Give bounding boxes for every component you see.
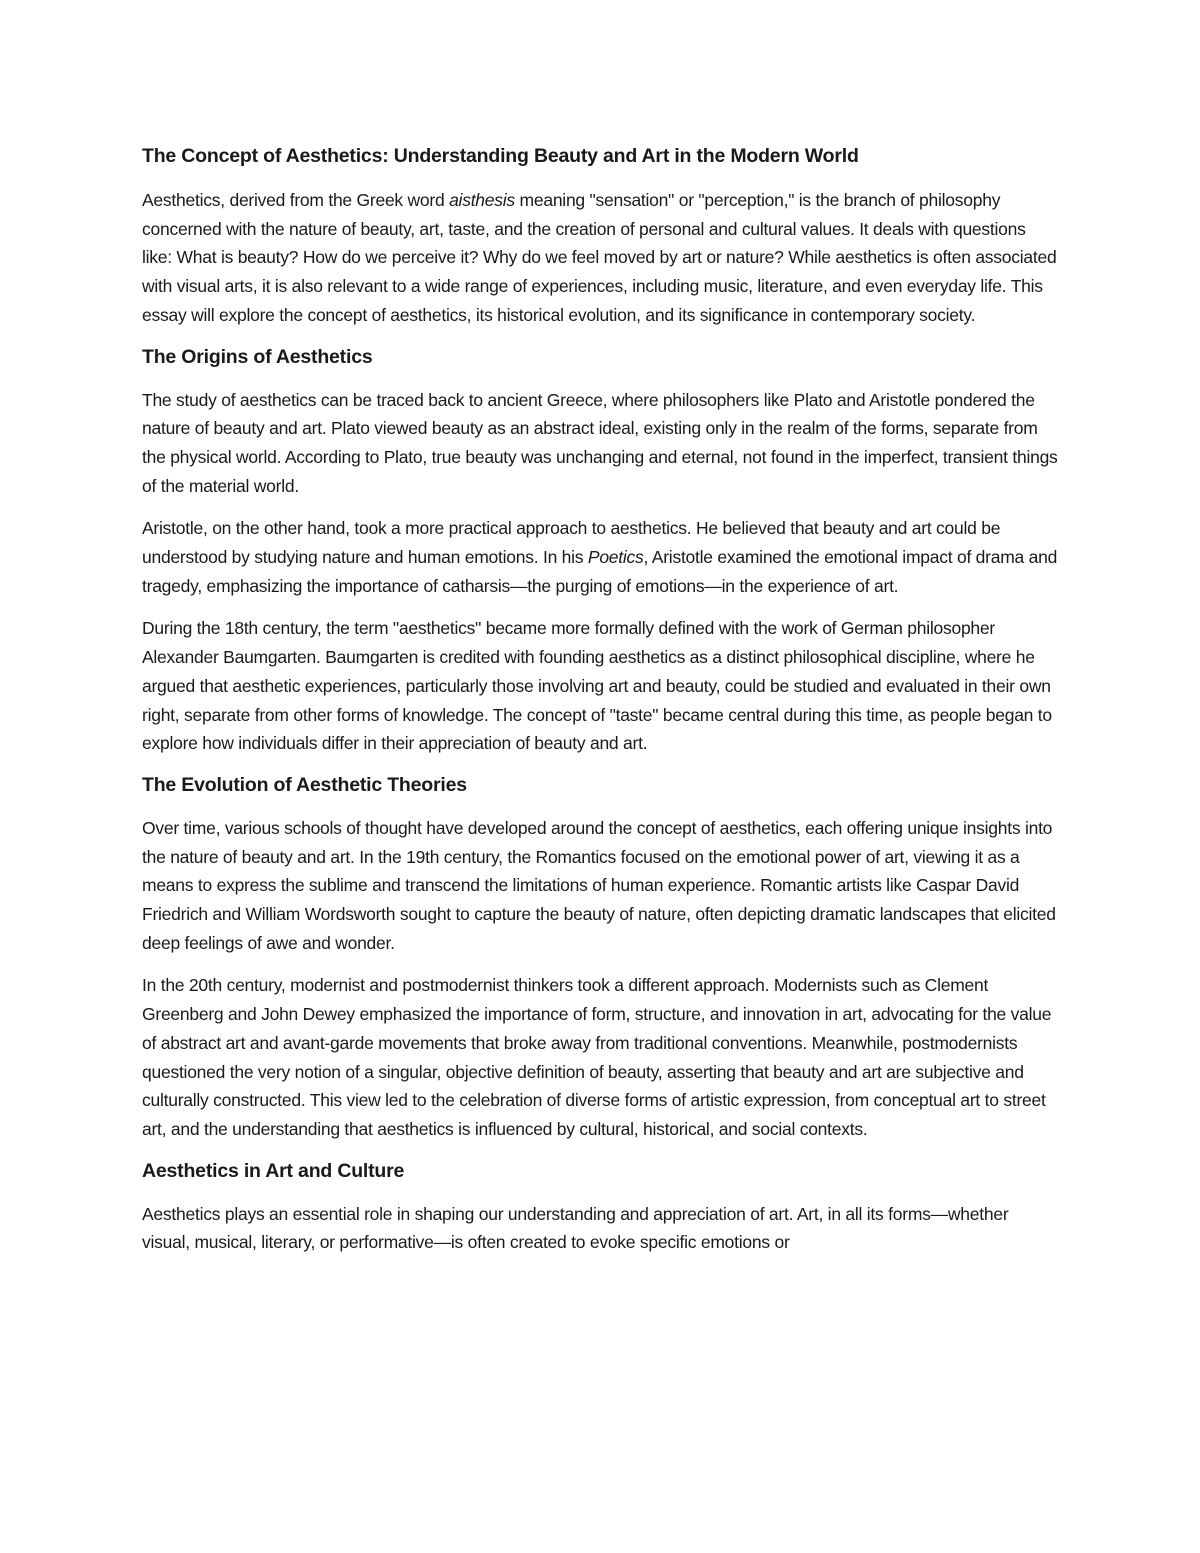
culture-paragraph-1: Aesthetics plays an essential role in shaping our understanding and appreciation of art. Art, in all its forms—whether visual, musical, literary, or performative—is often created to evoke specific emotions or (142, 1203, 1009, 1253)
intro-italic-term: aisthesis (449, 190, 515, 210)
intro-paragraph (142, 186, 1060, 330)
intro-text-1: Aesthetics, derived from the Greek word (142, 190, 450, 210)
origins-paragraph-1: The study of aesthetics can be traced back to ancient Greece, where philosophers like Plato and Aristotle pondered the nature of beauty and art. Plato viewed beauty as an abstract ideal, existing only in the realm of the forms, separate from the physical world. According to Plato, true beauty was unchanging and eternal, not found in the imperfect, transient things of the material world. (142, 389, 1058, 496)
evolution-paragraph-2: In the 20th century, modernist and postmodernist thinkers took a different approach. Modernists such as Clement Greenberg and John Dewey emphasized the importance of form, structure, and innovation in art, advocating for the value of abstract art and avant-garde movements that broke away from traditional conventions. Meanwhile, postmodernists questioned the very notion of a singular, objective definition of beauty, asserting that beauty and art are subjective and culturally constructed. This view led to the celebration of diverse forms of artistic expression, from conceptual art to street art, and the understanding that aesthetics is influenced by cultural, historical, and social contexts. (142, 975, 1052, 1139)
origins-p2-text-2: , Aristotle examined the emotional impact of drama and tragedy, emphasizing the importance of catharsis—the purging of emotions—in the experience of art. (142, 547, 1058, 596)
origins-p2-text-1: Aristotle, on the other hand, took a more practical approach to aesthetics. He believed that beauty and art could be understood by studying nature and human emotions. In his (142, 518, 1001, 568)
heading-origins: The Origins of Aesthetics (142, 345, 373, 368)
origins-p2-italic-title: Poetics (587, 547, 644, 568)
origins-paragraph-3: During the 18th century, the term "aesthetics" became more formally defined with the work of German philosopher Alexander Baumgarten. Baumgarten is credited with founding aesthetics as a distinct philosophical discipline, where he argued that aesthetic experiences, particularly those involving art and beauty, could be studied and evaluated in their own right, separate from other forms of knowledge. The concept of "taste" became central during this time, as people began to explore how individuals differ in their appreciation of beauty and art. (142, 618, 1052, 754)
heading-culture: Aesthetics in Art and Culture (142, 1159, 405, 1182)
origins-paragraph-2 (142, 514, 1060, 600)
evolution-paragraph-1: Over time, various schools of thought have developed around the concept of aesthetics, each offering unique insights into the nature of beauty and art. In the 19th century, the Romantics focused on the emotional power of art, viewing it as a means to express the sublime and transcend the limitations of human experience. Romantic artists like Caspar David Friedrich and William Wordsworth sought to capture the beauty of nature, often depicting dramatic landscapes that elicited deep feelings of awe and wonder. (142, 817, 1056, 953)
heading-evolution: The Evolution of Aesthetic Theories (142, 773, 467, 796)
document-title: The Concept of Aesthetics: Understanding Beauty and Art in the Modern World (142, 145, 859, 167)
intro-text-2: meaning "sensation" or "perception," is the branch of philosophy concerned with the nature of beauty, art, taste, and the creation of personal and cultural values. It deals with questions like: What is beauty? How do we perceive it? Why do we feel moved by art or nature? While aesthetics is often associated with visual arts, it is also relevant to a wide range of experiences, including music, literature, and even everyday life. This essay will explore the concept of aesthetics, its historical evolution, and its significance in contemporary society. (142, 190, 1057, 325)
